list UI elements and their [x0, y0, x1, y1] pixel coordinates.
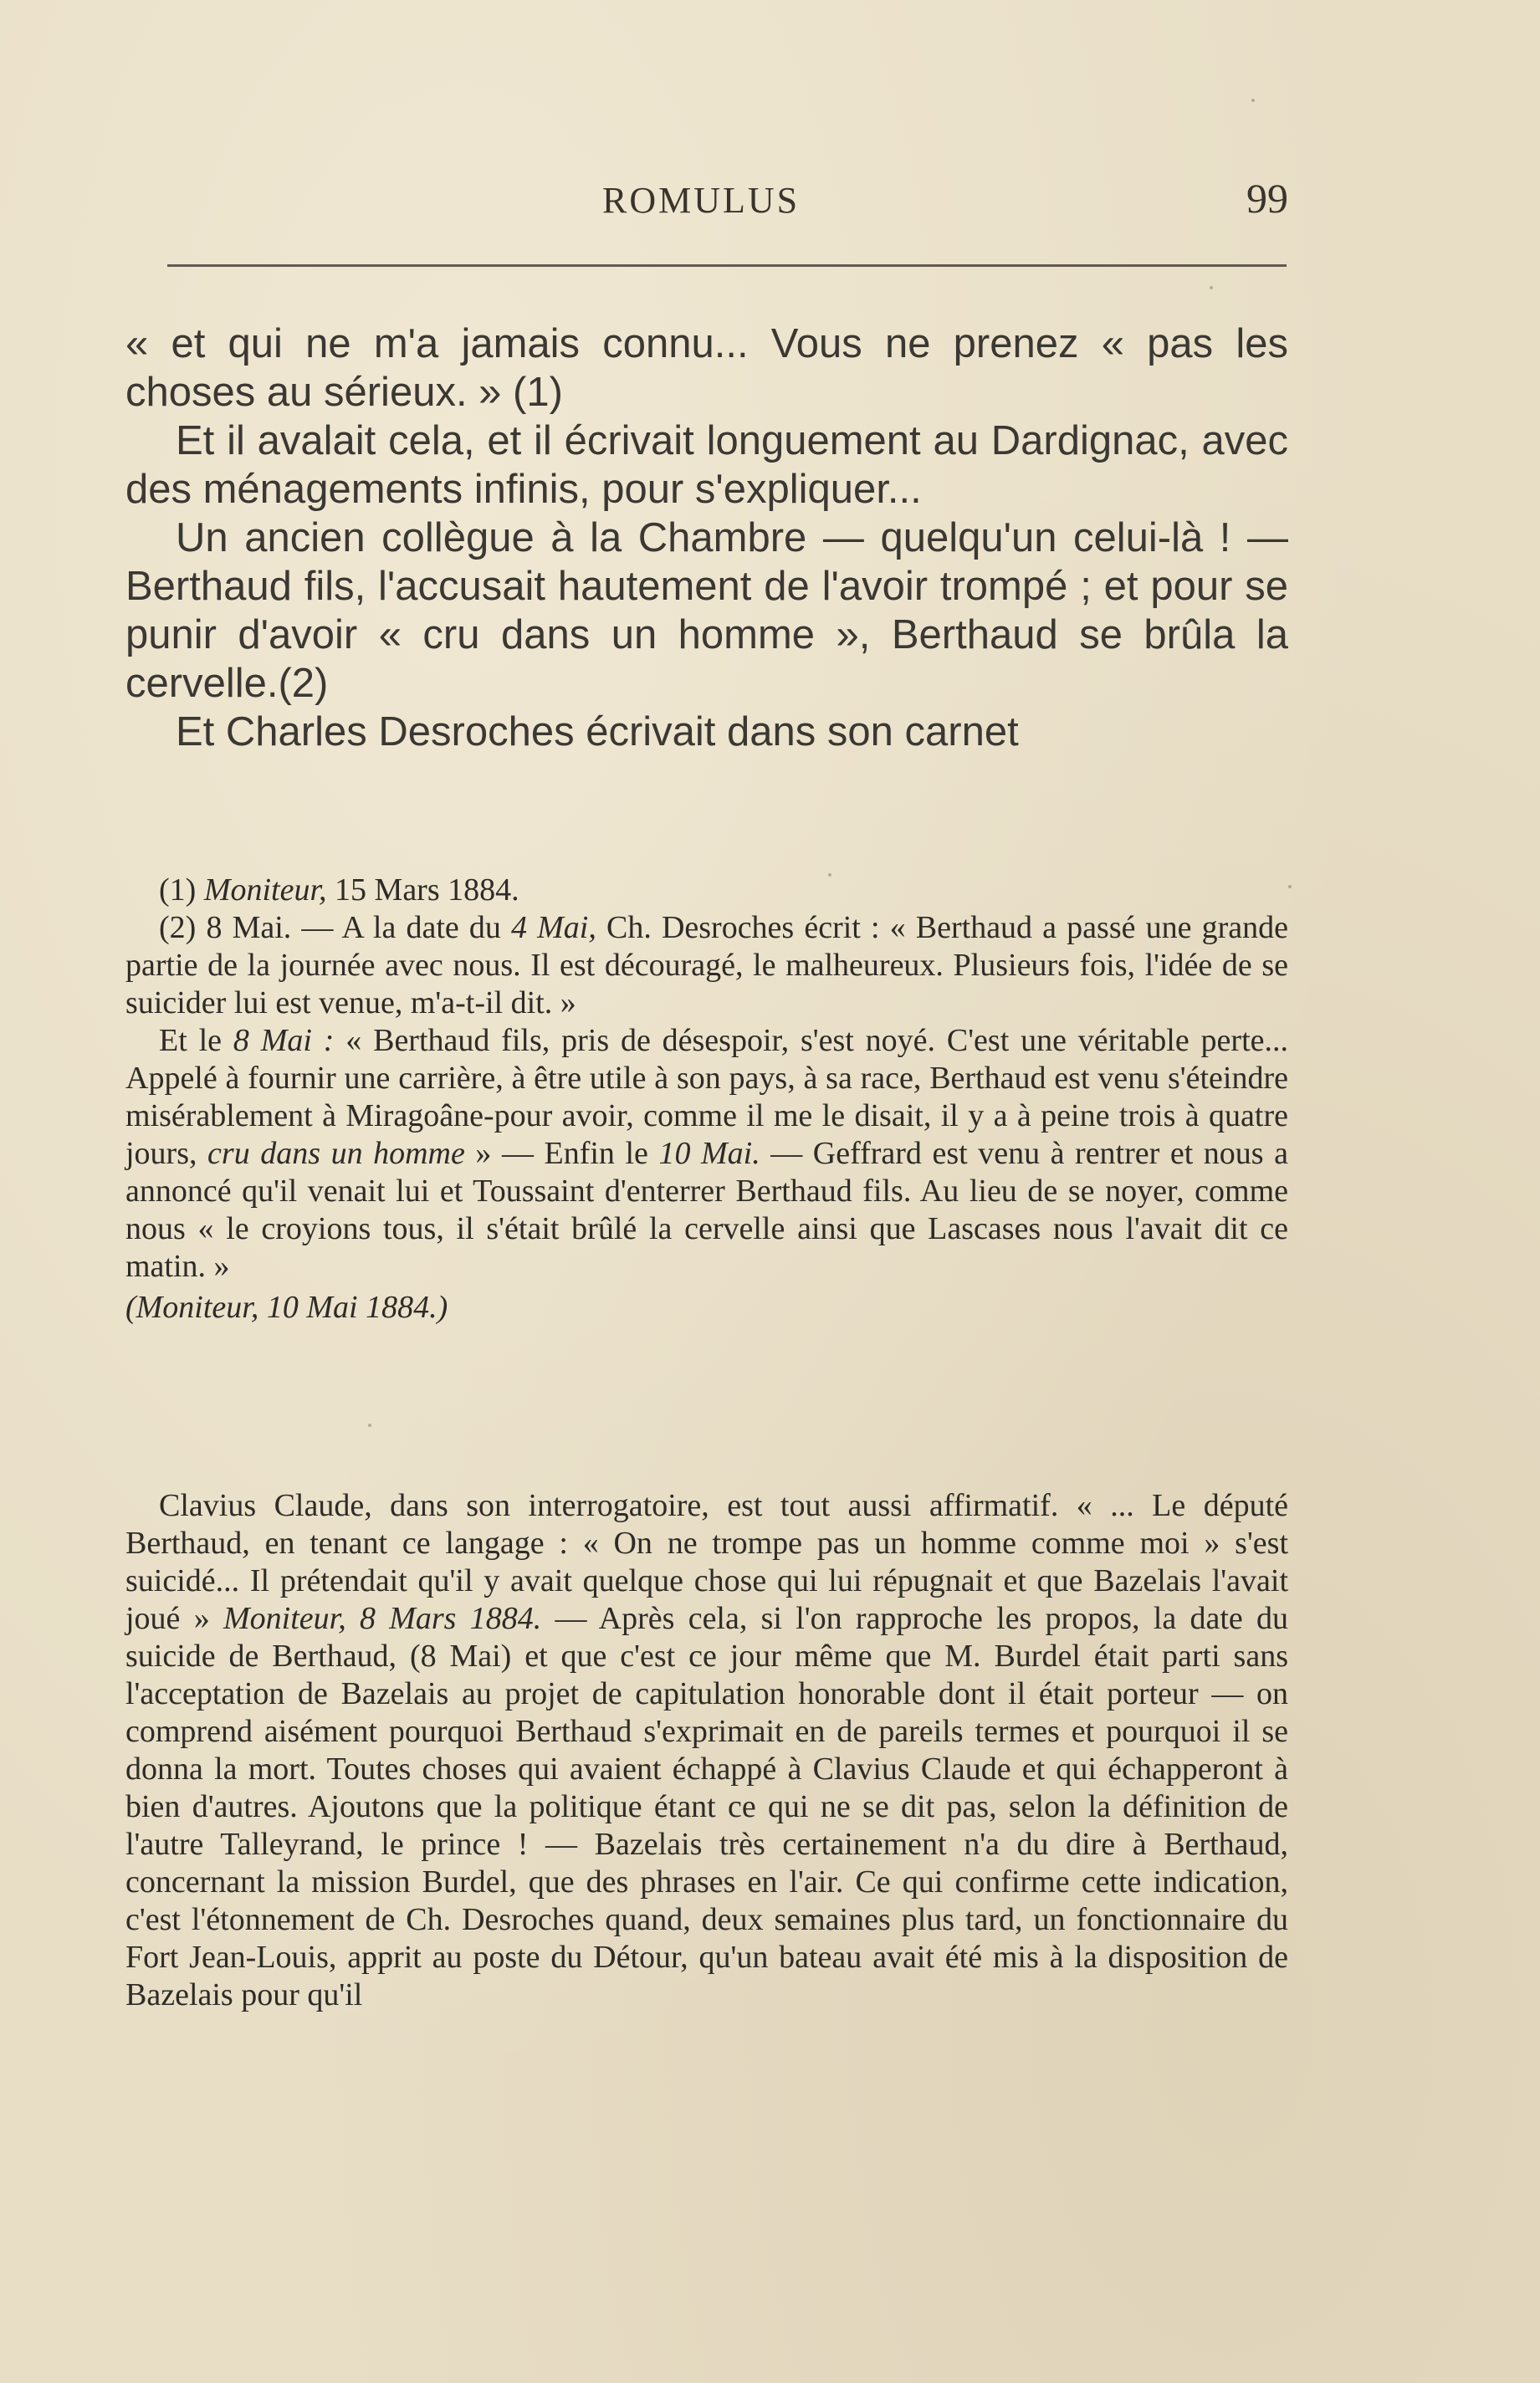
paragraph-3: Un ancien collègue à la Chambre — quelqu'un celui-là ! — Berthaud fils, l'accusait hautement de l'avoir trompé ; et pour se punir d'avoir « cru dans un homme », Berthaud se brûla la cervelle.(2) [125, 515, 1288, 706]
footnote-2-text-f: » — Enfin le [475, 1136, 648, 1171]
running-title: ROMULUS [602, 180, 801, 221]
secondary-paragraph-text [125, 1487, 1288, 2014]
paper-speck [368, 1424, 371, 1427]
footnote-2-text-e: il y a à peine trois à quatre jours, [125, 1098, 1289, 1171]
footnote-2-continued [125, 1022, 1288, 1286]
footnote-2-text-a: 8 Mai. — A la date du [206, 910, 501, 945]
footnote-2-date-b: 8 Mai : [233, 1023, 335, 1058]
secondary-text-a: Clavius Claude, dans son interrogatoire, est tout aussi affirmatif. « ... Le député Berthaud, en tenant ce langage : « On ne trompe pas un homme comme moi » s'est suicidé... Il prétendait qu'il y avait quelque chose qui lui répugnait et que Bazelais l'avait joué » [125, 1488, 1288, 1636]
footnote-2-source: (Moniteur, 10 Mai 1884.) [125, 1290, 448, 1325]
header-rule [167, 264, 1287, 267]
footnote-1-source: Moniteur, [203, 872, 327, 908]
page-header [125, 174, 1288, 233]
footnote-2 [125, 909, 1288, 1022]
footnote-2-text-c: Et le [159, 1023, 223, 1058]
footnote-1 [125, 872, 1288, 909]
secondary-text-b: — Après cela, si l'on rapproche les propos, la date du suicide de Berthaud, (8 Mai) et que c'est ce jour même que M. Burdel était parti sans l'acceptation de Bazelais au projet de capitulation honorable dont il était porteur — on comprend aisément pourquoi Berthaud s'exprimait en de pareils termes et pourquoi il se donna la mort. Toutes choses qui avaient échappé à Clavius Claude et qui échapperont à bien d'autres. Ajoutons que la politique étant ce qui ne se dit pas, selon la définition de l'autre Talleyrand, le prince ! — Bazelais très certainement n'a du dire à Berthaud, concernant la mission Burdel, que des phrases en l'air. Ce qui confirme cette indication, c'est l'étonnement de Ch. Desroches quand, deux semaines plus tard, un fonctionnaire du Fort Jean-Louis, apprit au poste du Détour, qu'un bateau avait été mis à la disposition de Bazelais pour qu'il [125, 1601, 1289, 2012]
secondary-source: Moniteur, 8 Mars 1884. [223, 1601, 542, 1636]
footnote-2-date-a: 4 Mai, [511, 910, 596, 945]
footnotes [125, 872, 1288, 1327]
paper-speck [1210, 286, 1213, 289]
paper-speck [1251, 99, 1255, 102]
footnote-2-text-b: Ch. Desroches écrit : « Berthaud a passé une grande partie de la journée avec nous. Il est découragé, le malheureux. Plusieurs fois, l'idée de se suicider lui est venue, m'a-t-il dit. » [125, 910, 1288, 1020]
secondary-paragraph [125, 1487, 1288, 2014]
footnote-2-quote: cru dans un homme [207, 1136, 465, 1171]
footnote-1-date: 15 Mars 1884. [335, 872, 519, 908]
footnote-2-text-d: « Berthaud fils, pris de désespoir, s'est noyé. C'est une véritable perte... Appelé à fournir une carrière, à être utile à son pays, à sa race, Berthaud est venu s'éteindre misérablement à Miragoâne-pour avoir, comme il me le disait, [125, 1023, 1289, 1133]
paragraph-4: Et Charles Desroches écrivait dans son carnet [176, 709, 1019, 754]
footnote-1-marker: (1) [159, 872, 197, 908]
page-number: 99 [1246, 175, 1288, 222]
paragraph-1: « et qui ne m'a jamais connu... Vous ne prenez « pas les choses au sérieux. » (1) [125, 321, 1288, 415]
main-text [125, 320, 1288, 756]
paper-speck [1288, 885, 1292, 888]
paper-speck [828, 873, 831, 877]
paragraph-2: Et il avalait cela, et il écrivait longuement au Dardignac, avec des ménagements infinis, pour s'expliquer... [125, 418, 1288, 512]
footnote-2-date-c: 10 Mai. [658, 1136, 760, 1171]
footnote-2-marker: (2) [159, 910, 197, 945]
footnote-2-text-g: — Geffrard est venu à rentrer et nous a annoncé qu'il venait lui et Toussaint d'enterrer Berthaud fils. Au lieu de se noyer, comme nous « le croyions tous, il s'était brûlé la cervelle ainsi que Lascases nous l'avait dit ce matin. » [125, 1136, 1288, 1284]
